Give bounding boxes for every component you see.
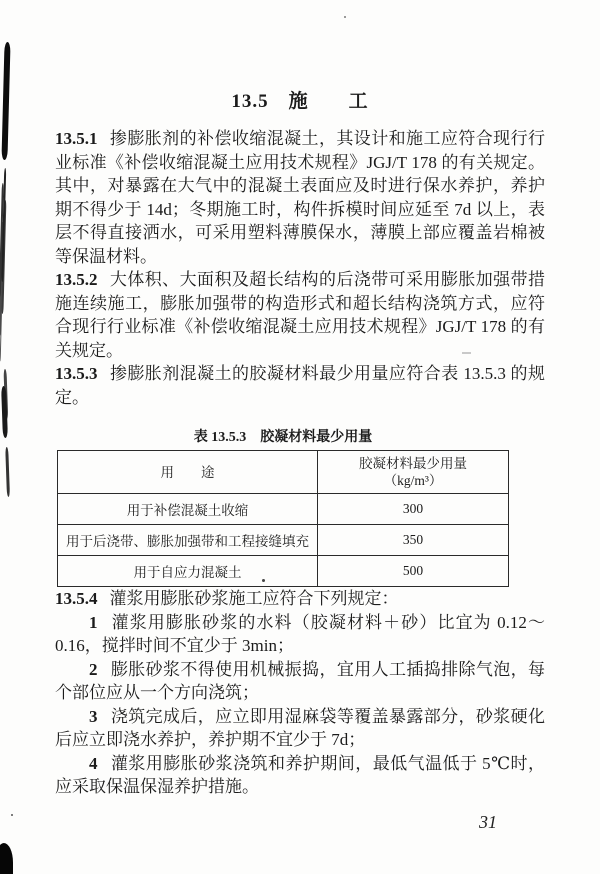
item-text: 膨胀砂浆不得使用机械振捣，宜用人工插捣排除气泡，每个部位应从一个方向浇筑； — [55, 659, 545, 702]
page-number: 31 — [479, 812, 497, 832]
clause-text: 掺膨胀剂的补偿收缩混凝土，其设计和施工应符合现行行业标准《补偿收缩混凝土应用技术规程》JGJ/T 178 的有关规定。其中，对暴露在大气中的混凝土表面应及时进行保水养护，养护期不得少于 14d；冬期施工时，构件拆模时间应延至 7d 以上，表层不得直接洒水，可采用塑料薄膜保水，薄膜上部应覆盖岩棉被等保温材料。 — [55, 129, 545, 266]
clause-number: 13.5.2 — [55, 270, 98, 289]
item-text: 浇筑完成后，应立即用湿麻袋等覆盖暴露部分，砂浆硬化后应立即浇水养护，养护期不宜少于 7d； — [55, 706, 545, 749]
clause-number: 13.5.3 — [55, 364, 98, 383]
list-item-3 — [55, 705, 545, 752]
table-cell-use: 用于自应力混凝土 — [58, 556, 318, 587]
item-text: 灌浆用膨胀砂浆浇筑和养护期间，最低气温低于 5℃时，应采取保温保湿养护措施。 — [55, 753, 545, 796]
scan-artifact-corner-blob — [0, 843, 13, 874]
table-header-row — [58, 451, 509, 494]
scan-artifact-dot — [344, 16, 346, 18]
table-header-use: 用 途 — [58, 451, 318, 494]
table-row — [58, 556, 509, 587]
cement-minimum-table — [57, 450, 509, 587]
clause-number: 13.5.4 — [55, 589, 98, 608]
clause-text: 掺膨胀剂混凝土的胶凝材料最少用量应符合表 13.5.3 的规定。 — [55, 364, 545, 407]
table-cell-value: 300 — [318, 494, 509, 525]
table-row — [58, 494, 509, 525]
list-item-2 — [55, 658, 545, 705]
table-cell-value: 500 — [318, 556, 509, 587]
table-header-amount-line2: （kg/m³） — [383, 473, 443, 488]
scan-artifact-dash — [462, 352, 471, 354]
item-number: 3 — [89, 706, 98, 726]
table-cell-use: 用于后浇带、膨胀加强带和工程接缝填充 — [58, 525, 318, 556]
table-caption: 表 13.5.3 胶凝材料最少用量 — [193, 430, 373, 445]
clause-number: 13.5.1 — [55, 129, 98, 148]
table-header-amount — [318, 451, 509, 494]
clause-text: 灌浆用膨胀砂浆施工应符合下列规定： — [109, 589, 399, 608]
table-row — [58, 525, 509, 556]
list-item-4 — [55, 752, 545, 799]
item-number: 2 — [89, 659, 98, 679]
clause-13-5-4 — [55, 587, 545, 611]
clause-text: 大体积、大面积及超长结构的后浇带可采用膨胀加强带措施连续施工，膨胀加强带的构造形式和超长结构浇筑方式，应符合现行行业标准《补偿收缩混凝土应用技术规程》JGJ/T 178 的有关规定。 — [55, 270, 545, 360]
list-item-1 — [55, 611, 545, 658]
clause-13-5-3 — [55, 362, 545, 409]
item-text: 灌浆用膨胀砂浆的水料（胶凝材料＋砂）比宜为 0.12～0.16，搅拌时间不宜少于 3min； — [55, 612, 545, 655]
item-number: 1 — [89, 612, 98, 632]
clause-13-5-2 — [55, 268, 545, 362]
scan-artifact-dot — [11, 814, 13, 816]
scan-artifact-dot — [262, 579, 265, 582]
scan-artifact-spine-middle — [1, 386, 8, 438]
section-title: 13.5 施 工 — [231, 91, 369, 112]
table-cell-value: 350 — [318, 525, 509, 556]
page-content — [55, 90, 545, 799]
table-cell-use: 用于补偿混凝土收缩 — [58, 494, 318, 525]
clause-13-5-1 — [55, 127, 545, 268]
scan-artifact-spine-top — [1, 42, 10, 160]
item-number: 4 — [89, 753, 98, 773]
table-header-amount-line1: 胶凝材料最少用量 — [359, 456, 468, 471]
